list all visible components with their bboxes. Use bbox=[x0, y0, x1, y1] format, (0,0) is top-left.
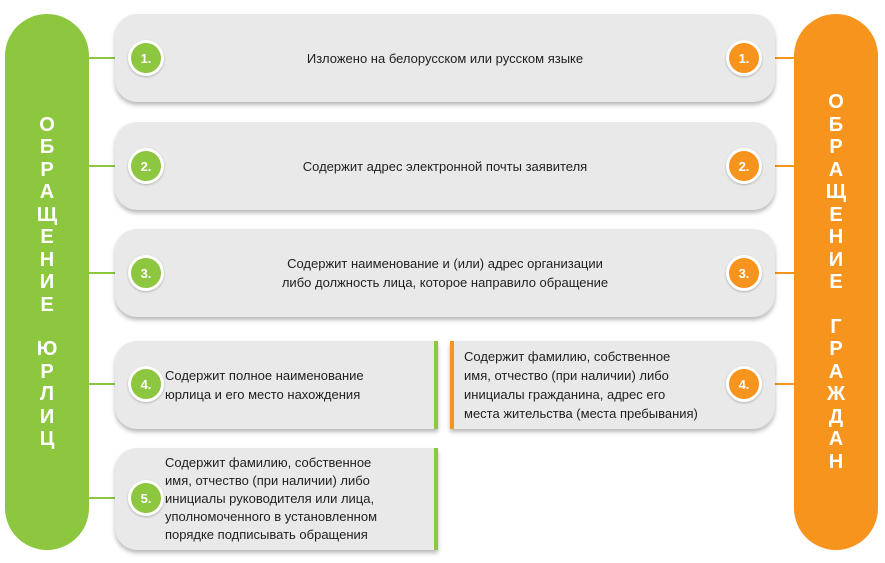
item-number-badge: 5. bbox=[128, 480, 164, 516]
letter: Р bbox=[829, 136, 843, 158]
requirement-text: Содержит полное наименование юрлица и его место нахождения bbox=[165, 368, 364, 402]
letter: Н bbox=[828, 226, 844, 248]
letter: Р bbox=[829, 338, 843, 360]
requirement-text: Содержит фамилию, собственное имя, отчество (при наличии) либо инициалы руководителя или лица, уполномоченного в установленном порядке подписывать обращения bbox=[165, 455, 378, 542]
letter: Р bbox=[40, 360, 54, 383]
letter: Л bbox=[39, 383, 55, 405]
letter: Щ bbox=[36, 203, 58, 226]
letter: Б bbox=[39, 136, 55, 158]
requirement-item-2 bbox=[115, 122, 775, 210]
item-number-badge: 2. bbox=[128, 148, 164, 184]
item-number-badge: 1. bbox=[128, 40, 164, 76]
requirement-text: Изложено на белорусском или русском языке bbox=[306, 50, 584, 66]
letter: А bbox=[39, 181, 55, 203]
legal-entity-bar bbox=[5, 14, 89, 550]
letter: Р bbox=[40, 158, 54, 181]
requirement-item-3 bbox=[115, 229, 775, 317]
letter: Е bbox=[40, 226, 54, 248]
item-number-badge: 2. bbox=[726, 148, 762, 184]
accent-edge bbox=[434, 341, 438, 429]
letter: А bbox=[828, 360, 844, 383]
citizen-bar bbox=[794, 14, 878, 550]
letter: Ю bbox=[36, 338, 58, 360]
letter: Н bbox=[39, 248, 55, 271]
letter: И bbox=[39, 405, 55, 428]
letter: Е bbox=[40, 293, 54, 316]
letter: Б bbox=[828, 113, 844, 136]
letter: А bbox=[828, 428, 844, 450]
item-number-badge: 4. bbox=[128, 366, 164, 402]
requirement-text: Содержит фамилию, собственное имя, отчество (при наличии) либо инициалы гражданина, адрес его места жительства (места пребывания) bbox=[464, 349, 698, 421]
requirement-text: Содержит наименование и (или) адрес организации либо должность лица, которое направило обращение bbox=[281, 256, 609, 290]
letter: Е bbox=[829, 203, 843, 226]
letter: Е bbox=[829, 271, 843, 293]
citizen-label bbox=[826, 91, 846, 473]
requirement-item-1 bbox=[115, 14, 775, 102]
letter: Ц bbox=[39, 428, 55, 450]
requirement-text: Содержит адрес электронной почты заявителя bbox=[302, 158, 588, 174]
letter: Д bbox=[828, 405, 844, 428]
letter: О bbox=[39, 113, 55, 136]
legal-entity-label bbox=[37, 114, 58, 451]
item-number-badge: 3. bbox=[128, 255, 164, 291]
letter: И bbox=[39, 271, 55, 293]
item-number-badge: 1. bbox=[726, 40, 762, 76]
letter: И bbox=[828, 248, 844, 271]
letter: Ж bbox=[826, 383, 846, 405]
letter: Н bbox=[828, 450, 844, 473]
letter: А bbox=[828, 158, 844, 181]
letter: О bbox=[828, 91, 844, 113]
letter: Г bbox=[830, 315, 842, 338]
letter: Щ bbox=[825, 181, 847, 203]
accent-edge bbox=[434, 448, 438, 550]
accent-edge bbox=[450, 341, 454, 429]
item-number-badge: 4. bbox=[726, 366, 762, 402]
item-number-badge: 3. bbox=[726, 255, 762, 291]
